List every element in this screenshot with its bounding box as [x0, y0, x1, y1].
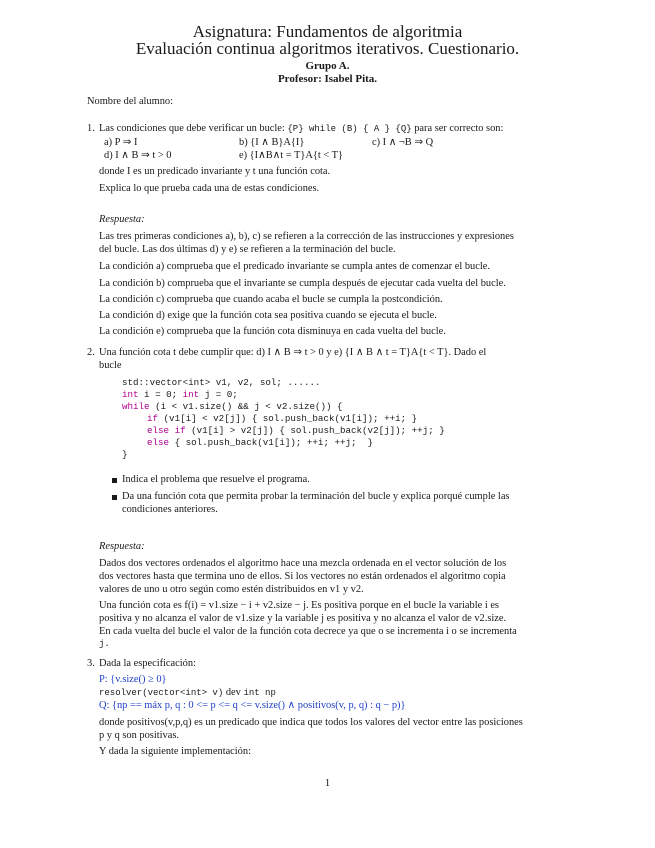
- q2-number: 2.: [87, 347, 95, 358]
- q3-signature-a: resolver(vector<int> v): [99, 688, 224, 698]
- q2-answer-1-l1: Dados dos vectores ordenados el algoritmo hace una mezcla ordenada en el vector solución de los: [99, 558, 507, 569]
- code-keyword: else if: [147, 425, 186, 436]
- q2-bullet-2-l2: condiciones anteriores.: [122, 504, 218, 515]
- q1-intro-post: para ser correcto son:: [411, 123, 504, 134]
- q1-intro-code: {P} while (B) { A } {Q}: [287, 124, 412, 134]
- q1-donde: donde I es un predicado invariante y t una función cota.: [99, 166, 331, 177]
- q1-intro: [99, 122, 503, 136]
- q2-bullet-2-l1: Da una función cota que permita probar la terminación del bucle y explica porqué cumple las: [122, 491, 510, 502]
- code-text: j = 0;: [199, 389, 238, 400]
- group-label: Grupo A.: [305, 60, 350, 72]
- q2-answer-2-l4: j.: [99, 639, 110, 649]
- q1-answer-a: La condición a) comprueba que el predicado invariante se cumpla antes de comenzar el bucle.: [99, 261, 490, 272]
- code-text: (i < v1.size() && j < v2.size()) {: [149, 401, 343, 412]
- q1-answer-label: Respuesta:: [99, 214, 145, 225]
- q3-signature-c: int np: [243, 688, 276, 698]
- code-line-1: std::vector<int> v1, v2, sol; ......: [122, 377, 321, 388]
- q2-intro-l2: bucle: [99, 360, 122, 371]
- q2-answer-2-l3: En cada vuelta del bucle el valor de la función cota decrece ya que o se incrementa i o se incrementa: [99, 626, 517, 637]
- code-line-3: [122, 401, 343, 413]
- q2-intro-l1: Una función cota t debe cumplir que: d) I ∧ B ⇒ t > 0 y e) {I ∧ B ∧ t = T}A{t < T}. Dado el: [99, 347, 487, 358]
- q1-option-b: b) {I ∧ B}A{I}: [239, 137, 305, 148]
- title-line-1: Asignatura: Fundamentos de algoritmia: [192, 22, 463, 41]
- q1-answer-d: La condición d) exige que la función cota sea positiva cuando se ejecuta el bucle.: [99, 310, 437, 321]
- bullet-icon: [112, 478, 117, 483]
- code-keyword: int: [182, 389, 200, 400]
- code-line-7: }: [122, 449, 128, 460]
- bullet-icon: [112, 495, 117, 500]
- code-text: (v1[i] < v2[j]) { sol.push_back(v1[i]); ++i; }: [158, 413, 418, 424]
- q1-number: 1.: [87, 123, 95, 134]
- q1-explica: Explica lo que prueba cada una de estas condiciones.: [99, 183, 320, 194]
- code-line-6: [147, 437, 373, 449]
- title-line-2: Evaluación continua algoritmos iterativos. Cuestionario.: [135, 39, 520, 58]
- student-name-label: Nombre del alumno:: [87, 96, 173, 107]
- q3-donde-l2: p y q son positivas.: [99, 730, 179, 741]
- q1-option-e: e) {I∧B∧t = T}A{t < T}: [239, 150, 343, 161]
- q3-signature: [99, 686, 276, 700]
- code-line-4: [147, 413, 417, 425]
- professor-label: Profesor: Isabel Pita.: [277, 73, 378, 85]
- q3-signature-b: dev: [223, 687, 244, 698]
- code-text: i = 0;: [138, 389, 183, 400]
- q1-answer-b: La condición b) comprueba que el invariante se cumpla después de ejecutar cada vuelta del bucle.: [99, 278, 506, 289]
- q2-answer-2-l1: Una función cota es f(i) = v1.size − i + v2.size − j. Es positiva porque en el bucle la variable i es: [99, 600, 499, 611]
- q2-answer-label: Respuesta:: [99, 541, 145, 552]
- q1-answer-c: La condición c) comprueba que cuando acaba el bucle se cumpla la postcondición.: [99, 294, 443, 305]
- q3-precondition: P: {v.size() ≥ 0}: [99, 674, 167, 685]
- code-text: (v1[i] > v2[j]) { sol.push_back(v2[j]); ++j; }: [185, 425, 445, 436]
- q3-postcondition: Q: {np == máx p, q : 0 <= p <= q <= v.size() ∧ positivos(v, p, q) : q − p)}: [99, 700, 406, 711]
- q3-number: 3.: [87, 658, 95, 669]
- q3-donde-l1: donde positivos(v,p,q) es un predicado que indica que todos los valores del vector entre las posiciones: [99, 717, 523, 728]
- code-text: { sol.push_back(v1[i]); ++i; ++j; }: [169, 437, 374, 448]
- code-keyword: while: [122, 401, 150, 412]
- q2-answer-1-l3: valores de uno u otro según como estén distribuidos en v1 y v2.: [99, 584, 364, 595]
- q2-answer-1-l2: dos vectores hasta que termina uno de ellos. Si los vectores no están ordenados el algoritmo copia: [99, 571, 506, 582]
- q1-intro-pre: Las condiciones que debe verificar un bucle:: [99, 123, 288, 134]
- page-number: 1: [324, 777, 331, 789]
- code-line-5: [147, 425, 445, 437]
- q1-option-c: c) I ∧ ¬B ⇒ Q: [372, 137, 434, 148]
- q1-answer-p1-l1: Las tres primeras condiciones a), b), c) se refieren a la corrección de las instrucciones y expresiones: [99, 231, 514, 242]
- code-keyword: int: [122, 389, 139, 400]
- code-keyword: if: [147, 413, 159, 424]
- code-keyword: else: [147, 437, 170, 448]
- code-line-2: [122, 389, 238, 401]
- q1-option-d: d) I ∧ B ⇒ t > 0: [104, 150, 172, 161]
- q1-option-a: a) P ⇒ I: [104, 137, 138, 148]
- q3-intro: Dada la especificación:: [99, 658, 196, 669]
- q1-answer-p1-l2: del bucle. Las dos últimas d) y e) se refieren a la terminación del bucle.: [99, 244, 396, 255]
- q1-answer-e: La condición e) comprueba que la función cota disminuya en cada vuelta del bucle.: [99, 326, 446, 337]
- q3-implementation: Y dada la siguiente implementación:: [99, 746, 251, 757]
- q2-bullet-1: Indica el problema que resuelve el programa.: [122, 474, 310, 485]
- q2-answer-2-l2: positiva y no alcanza el valor de v1.size y la variable j es positiva y no alcanza el valor de v2.size.: [99, 613, 507, 624]
